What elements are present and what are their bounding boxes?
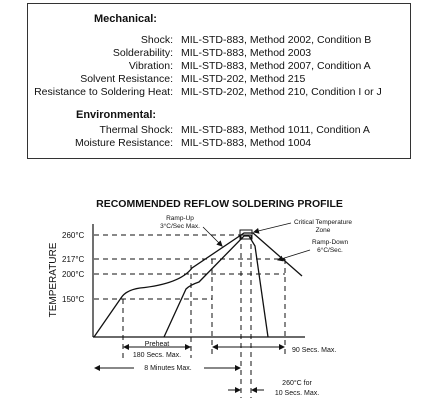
spec-value: MIL-STD-883, Method 1011, Condition A [181,124,370,136]
peak-time-label: 260°C for [282,380,312,387]
y-tick-200: 200°C [62,270,85,279]
spec-label: Shock: [140,34,173,46]
liquidus-time: 90 Secs. Max. [292,347,337,354]
preheat-time: 180 Secs. Max. [132,352,182,359]
critical-zone-label: Critical Temperature [293,219,353,226]
y-axis-label: TEMPERATURE [48,242,59,318]
chart-title: RECOMMENDED REFLOW SOLDERING PROFILE [96,198,343,210]
y-tick-260: 260°C [62,231,85,240]
peak-time-value: 10 Secs. Max. [274,390,320,397]
ramp-up-leader [203,227,222,246]
profile-curve-main [94,233,302,337]
spec-value: MIL-STD-202, Method 215 [181,73,306,85]
critical-zone-label-2: Zone [315,227,331,234]
spec-label: Solvent Resistance: [80,73,173,85]
spec-label: Resistance to Soldering Heat: [34,86,173,98]
environmental-title: Environmental: [76,109,157,121]
spec-value: MIL-STD-883, Method 2003 [181,47,312,59]
y-tick-217: 217°C [62,255,85,264]
ramp-up-rate: 3°C/Sec Max. [160,223,200,230]
mechanical-title: Mechanical: [94,13,157,25]
ramp-down-leader [278,250,310,260]
critical-zone-leader [254,223,291,232]
spec-label: Thermal Shock: [99,124,173,136]
spec-value: MIL-STD-883, Method 2002, Condition B [181,34,372,46]
ramp-down-rate: 6°C/Sec. [317,247,343,254]
spec-label: Solderability: [112,47,173,59]
spec-label: Vibration: [128,60,173,72]
spec-value: MIL-STD-883, Method 1004 [181,137,312,149]
spec-label: Moisture Resistance: [74,137,173,149]
total-time-label: 8 Minutes Max. [144,365,192,372]
spec-value: MIL-STD-202, Method 210, Condition I or J [181,86,382,98]
y-tick-150: 150°C [62,295,85,304]
ramp-down-label: Ramp-Down [311,239,349,246]
preheat-label: Preheat [144,341,170,348]
spec-value: MIL-STD-883, Method 2007, Condition A [181,60,371,72]
ramp-up-label: Ramp-Up [166,215,194,222]
